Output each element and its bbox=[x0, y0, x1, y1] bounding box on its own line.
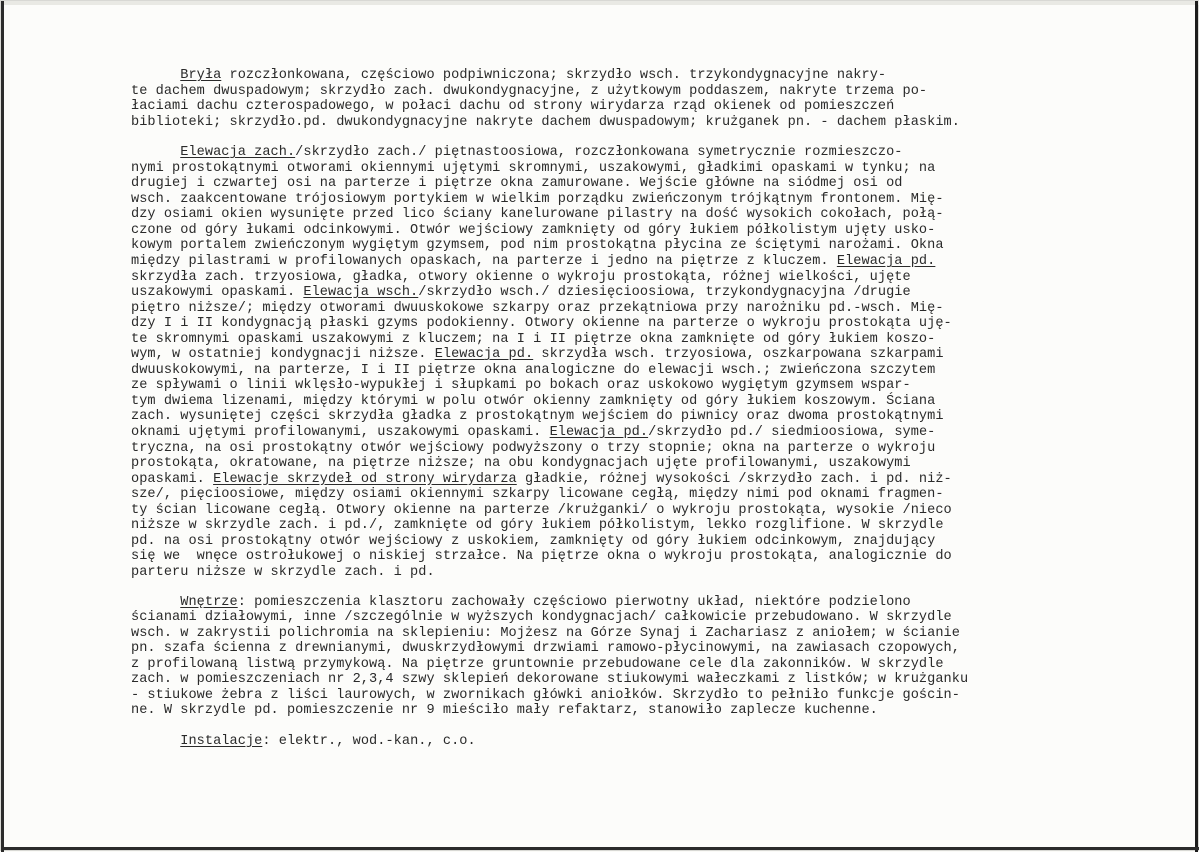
page-edge-left bbox=[1, 1, 4, 852]
text-line bbox=[131, 626, 1141, 642]
text-run: skrzydła wsch. trzyosiowa, oszkarpowana szkarpami bbox=[533, 347, 944, 363]
text-line bbox=[131, 363, 1141, 379]
text-line bbox=[131, 378, 1141, 394]
text-run: pd. na osi prostokątny otwór wejściowy z uskokiem, zamknięty od góry łukiem odcinkowym, znajdujący bbox=[131, 533, 936, 549]
text-run: ne. W skrzydle pd. pomieszczenie nr 9 mieściło mały refaktarz, stanowiło zaplecze kuchenne. bbox=[131, 703, 878, 719]
text-run: między pilastrami w profilowanych opaskach, na parterze i jedno na piętrze z kluczem. bbox=[131, 254, 837, 270]
text-line bbox=[131, 518, 1141, 534]
text-run: wym, w ostatniej kondygnacji niższe. bbox=[131, 347, 435, 363]
underlined-heading: Elewacja pd. bbox=[836, 254, 936, 270]
paragraph-instalacje bbox=[131, 734, 1141, 750]
text-run: wsch. zaakcentowane trójosiowym portykiem w wielkim porządku zwieńczonym trójkątnym frontonem. Mię- bbox=[131, 191, 944, 207]
text-line bbox=[131, 332, 1141, 348]
text-line bbox=[131, 549, 1141, 565]
text-run: zach. wysuniętej części skrzydła gładka z prostokątnym wejściem do piwnicy oraz dwoma prostokątnymi bbox=[131, 409, 944, 425]
text-run: prostokąta, okratowane, na piętrze niższe; na obu kondygnacjach ujęte profilowanymi, uszakowymi bbox=[131, 456, 911, 472]
text-run: ty ścian licowane cegłą. Otwory okienne na parterze /krużganki/ o wykroju prostokąta, wysokie /nieco bbox=[131, 502, 952, 518]
text-line bbox=[131, 425, 1141, 441]
text-line bbox=[131, 115, 1141, 131]
text-line bbox=[131, 254, 1141, 270]
text-run: /skrzydło pd./ siedmioosiowa, syme- bbox=[648, 425, 936, 441]
page-edge-bottom bbox=[1, 847, 1199, 850]
text-line bbox=[131, 565, 1141, 581]
text-line bbox=[131, 84, 1141, 100]
text-run: się we wnęce ostrołukowej o niskiej strzałce. Na piętrze okna o wykroju prostokąta, analogicznie do bbox=[131, 549, 952, 565]
paragraph-bryla bbox=[131, 68, 1141, 130]
text-line bbox=[131, 409, 1141, 425]
page-edge-right bbox=[1195, 1, 1198, 852]
text-run: kowym portalem zwieńczonym wygiętym gzymsem, pod nim prostokątna płycina ze ściętymi narożami. Okna bbox=[131, 238, 944, 254]
text-run: opaskami. bbox=[131, 471, 214, 487]
text-run: tryczna, na osi prostokątny otwór wejściowy podwyższony o trzy stopnie; okna na parterze o wykroju bbox=[131, 440, 936, 456]
text-line bbox=[131, 703, 1141, 719]
text-run: : pomieszczenia klasztoru zachowały częściowo pierwotny układ, niektóre podzielono bbox=[237, 594, 911, 610]
page-edge-top bbox=[1, 1, 1199, 5]
text-run: drugiej i czwartej osi na parterze i piętrze okna zamurowane. Wejście główne na siódmej osi od bbox=[131, 176, 903, 192]
paragraph-elewacje bbox=[131, 145, 1141, 580]
text-run: gładkie, różnej wysokości /skrzydło zach. i pd. niż- bbox=[516, 471, 952, 487]
text-line bbox=[131, 301, 1141, 317]
text-run: ze spływami o linii wklęsło-wypukłej i słupkami po bokach oraz uskokowo wygiętym gzymsem wspar- bbox=[131, 378, 911, 394]
text-run: /skrzydło zach./ piętnastoosiowa, rozczłonkowana symetrycznie rozmieszczo- bbox=[295, 145, 903, 161]
text-run: rozczłonkowana, częściowo podpiwniczona; skrzydło wsch. trzykondygnacyjne nakry- bbox=[221, 68, 887, 83]
text-line bbox=[131, 472, 1141, 488]
paragraph-wnetrze bbox=[131, 595, 1141, 719]
text-line bbox=[131, 316, 1141, 332]
text-line bbox=[131, 270, 1141, 286]
text-line bbox=[131, 734, 1141, 750]
text-line bbox=[131, 238, 1141, 254]
text-run: z profilowaną listwą przymykową. Na piętrze gruntownie przebudowane cele dla zakonników. W skrzydle bbox=[131, 656, 944, 672]
text-line bbox=[131, 161, 1141, 177]
text-run: skrzydła zach. trzyosiowa, gładka, otwory okienne o wykroju prostokąta, różnej wielkości, ujęte bbox=[131, 269, 911, 285]
text-run: /skrzydło wsch./ dziesięcioosiowa, trzykondygnacyjna /drugie bbox=[418, 285, 911, 301]
paragraph-gap bbox=[131, 130, 1141, 145]
text-line bbox=[131, 688, 1141, 704]
text-line bbox=[131, 176, 1141, 192]
text-line bbox=[131, 672, 1141, 688]
text-run: piętro niższe/; między otworami dwuuskokowe szkarpy oraz przekątniowa przy narożniku pd.-wsch. Mię- bbox=[131, 300, 944, 316]
underlined-heading: Elewacje skrzydeł od strony wirydarza bbox=[213, 471, 517, 487]
text-line bbox=[131, 534, 1141, 550]
text-line bbox=[131, 487, 1141, 503]
underlined-heading: Bryła bbox=[180, 68, 222, 83]
text-run: dwuuskokowymi, na parterze, I i II piętrze okna analogiczne do elewacji wsch.; zwieńczona szczytem bbox=[131, 362, 936, 378]
text-line bbox=[131, 68, 1141, 84]
text-run: ścianami działowymi, inne /szczególnie w wyższych kondygnacjach/ całkowicie przebudowano. W skrzydle bbox=[131, 610, 952, 626]
text-line bbox=[131, 192, 1141, 208]
text-line bbox=[131, 595, 1141, 611]
text-run bbox=[131, 595, 180, 610]
paragraph-gap bbox=[131, 581, 1141, 595]
text-line bbox=[131, 441, 1141, 457]
text-run: dzy osiami okien wysunięte przed lico ściany kanelurowane pilastry na dość wysokich cokołach, połą- bbox=[131, 207, 944, 223]
text-run: biblioteki; skrzydło.pd. dwukondygnacyjne nakryte dachem dwuspadowym; krużganek pn. - dachem płaskim. bbox=[131, 114, 960, 130]
text-run: uszakowymi opaskami. bbox=[131, 285, 304, 301]
text-line bbox=[131, 223, 1141, 239]
document-body bbox=[131, 68, 1141, 749]
text-run: zach. w pomieszczeniach nr 2,3,4 szwy sklepień dekorowane stiukowymi wałeczkami z listków; w krużganku bbox=[131, 672, 969, 688]
text-line bbox=[131, 456, 1141, 472]
text-line bbox=[131, 503, 1141, 519]
text-run: sze/, pięcioosiowe, między osiami okiennymi szkarpy licowane cegłą, między nimi pod oknami fragmen- bbox=[131, 487, 944, 503]
underlined-heading: Elewacja pd. bbox=[549, 425, 649, 441]
underlined-heading: Elewacja zach. bbox=[180, 145, 296, 161]
text-line bbox=[131, 394, 1141, 410]
text-run: łaciami dachu czterospadowego, w połaci dachu od strony wirydarza rząd okienek od pomieszczeń bbox=[131, 99, 895, 115]
underlined-heading: Elewacja pd. bbox=[434, 347, 534, 363]
text-run: dzy I i II kondygnacją płaski gzyms podokienny. Otwory okienne na parterze o wykroju prostokąta uję- bbox=[131, 316, 952, 332]
text-run: - stiukowe żebra z liści laurowych, w zwornikach główki aniołków. Skrzydło to pełniło funkcje gościn- bbox=[131, 687, 960, 703]
text-run bbox=[131, 68, 180, 83]
text-run: parteru niższe w skrzydle zach. i pd. bbox=[131, 564, 435, 580]
text-run: : elektr., wod.-kan., c.o. bbox=[262, 733, 476, 749]
text-line bbox=[131, 641, 1141, 657]
text-run bbox=[131, 734, 180, 749]
text-run: te skromnymi opaskami uszakowymi z kluczem; na I i II piętrze okna zamknięte od góry łukiem koszo- bbox=[131, 331, 936, 347]
text-run: czone od góry łukami odcinkowymi. Otwór wejściowy zamknięty od góry łukiem półkolistym ujęty usko- bbox=[131, 222, 936, 238]
text-run: tym dwiema lizenami, między którymi w polu otwór okienny zamknięty od góry łukiem koszowym. Ściana bbox=[131, 393, 936, 409]
text-line bbox=[131, 285, 1141, 301]
text-run: pn. szafa ścienna z drewnianymi, dwuskrzydłowymi drzwiami ramowo-płycinowymi, na zawiasach czopowych, bbox=[131, 641, 960, 657]
text-line bbox=[131, 657, 1141, 673]
text-line bbox=[131, 145, 1141, 161]
text-run: niższe w skrzydle zach. i pd./, zamknięte od góry łukiem półkolistym, lekko rozglifione. W skrzydle bbox=[131, 518, 944, 534]
text-run: wsch. w zakrystii polichromia na sklepieniu: Mojżesz na Górze Synaj i Zachariasz z aniołem; w ścianie bbox=[131, 625, 960, 641]
underlined-heading: Elewacja wsch. bbox=[303, 285, 419, 301]
underlined-heading: Wnętrze bbox=[180, 594, 238, 610]
text-line bbox=[131, 99, 1141, 115]
text-line bbox=[131, 347, 1141, 363]
text-run: nymi prostokątnymi otworami okiennymi ujętymi skromnymi, uszakowymi, gładkimi opaskami w tynku; na bbox=[131, 160, 936, 176]
text-line bbox=[131, 610, 1141, 626]
text-run: te dachem dwuspadowym; skrzydło zach. dwukondygnacyjne, z użytkowym poddaszem, nakryte trzema po- bbox=[131, 83, 928, 99]
paragraph-gap bbox=[131, 719, 1141, 734]
text-run bbox=[131, 145, 180, 160]
text-run: oknami ujętymi profilowanymi, uszakowymi opaskami. bbox=[131, 425, 550, 441]
underlined-heading: Instalacje bbox=[180, 733, 263, 749]
text-line bbox=[131, 207, 1141, 223]
